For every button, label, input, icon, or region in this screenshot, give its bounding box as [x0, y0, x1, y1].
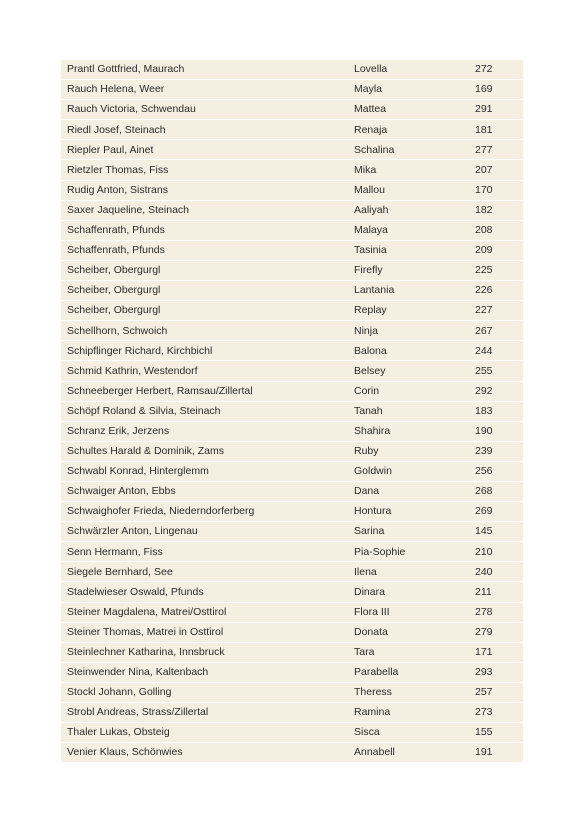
catalog-number-cell: 273 — [475, 706, 493, 719]
owner-cell: Steiner Magdalena, Matrei/Osttirol — [67, 606, 227, 618]
table-row — [61, 723, 523, 742]
owner-cell: Schwaighofer Frieda, Niederndorferberg — [67, 506, 255, 517]
animal-name-cell: Aaliyah — [354, 204, 389, 216]
table-row — [61, 100, 523, 119]
owner-cell: Stockl Johann, Golling — [67, 687, 172, 698]
catalog-number-cell: 255 — [475, 364, 493, 377]
owner-cell: Scheiber, Obergurgl — [67, 285, 161, 296]
catalog-number-cell: 278 — [475, 605, 493, 618]
animal-name-cell: Ilena — [354, 566, 377, 578]
catalog-number-cell: 244 — [475, 344, 493, 357]
owner-cell: Schwaiger Anton, Ebbs — [67, 486, 176, 497]
animal-name-cell: Parabella — [354, 667, 399, 678]
table-row — [61, 522, 523, 541]
owner-cell: Schultes Harald & Dominik, Zams — [67, 446, 224, 457]
catalog-number-cell: 240 — [475, 565, 493, 578]
table-row — [61, 241, 523, 260]
owner-cell: Riedl Josef, Steinach — [67, 124, 166, 136]
owner-cell: Schmid Kathrin, Westendorf — [67, 365, 198, 377]
table-row — [61, 542, 523, 561]
table-row — [61, 582, 523, 601]
owner-cell: Siegele Bernhard, See — [67, 566, 173, 578]
table-row — [61, 120, 523, 139]
catalog-number-cell: 269 — [475, 505, 493, 518]
table-row — [61, 643, 523, 662]
catalog-number-cell: 190 — [475, 424, 493, 437]
table-row — [61, 160, 523, 179]
owner-cell: Thaler Lukas, Obsteig — [67, 727, 170, 738]
owner-cell: Venier Klaus, Schönwies — [67, 747, 183, 758]
owner-cell: Schneeberger Herbert, Ramsau/Zillertal — [67, 385, 253, 397]
catalog-number-cell: 268 — [475, 485, 493, 498]
table-row — [61, 623, 523, 642]
animal-name-cell: Mallou — [354, 184, 385, 196]
animal-name-cell: Dana — [354, 486, 380, 497]
animal-name-cell: Belsey — [354, 365, 386, 377]
table-row — [61, 562, 523, 581]
table-row — [61, 341, 523, 360]
animal-name-cell: Replay — [354, 305, 387, 316]
catalog-number-cell: 293 — [475, 666, 493, 679]
animal-name-cell: Mattea — [354, 104, 387, 115]
table-row — [61, 703, 523, 722]
animal-name-cell: Tanah — [354, 405, 383, 417]
table-row — [61, 221, 523, 240]
owner-cell: Schwabl Konrad, Hinterglemm — [67, 466, 209, 477]
catalog-number-cell: 267 — [475, 324, 493, 337]
owner-cell: Riepler Paul, Ainet — [67, 144, 154, 156]
animal-name-cell: Hontura — [354, 506, 392, 517]
animal-name-cell: Flora III — [354, 606, 390, 618]
catalog-number-cell: 207 — [475, 163, 493, 176]
animal-name-cell: Mayla — [354, 84, 383, 95]
owner-cell: Scheiber, Obergurgl — [67, 265, 161, 276]
catalog-number-cell: 171 — [475, 646, 493, 659]
table-row — [61, 281, 523, 300]
catalog-number-cell: 182 — [475, 203, 493, 216]
animal-name-cell: Lantania — [354, 285, 395, 296]
catalog-number-cell: 170 — [475, 183, 493, 196]
table-row — [61, 321, 523, 340]
registry-table — [61, 60, 523, 762]
catalog-number-cell: 210 — [475, 545, 493, 558]
animal-name-cell: Ninja — [354, 325, 378, 337]
animal-name-cell: Ramina — [354, 707, 391, 718]
catalog-number-cell: 257 — [475, 686, 493, 699]
table-row — [61, 502, 523, 521]
owner-cell: Schipflinger Richard, Kirchbichl — [67, 345, 213, 357]
animal-name-cell: Schalina — [354, 144, 395, 156]
table-row — [61, 60, 523, 79]
animal-name-cell: Malaya — [354, 225, 388, 236]
animal-name-cell: Shahira — [354, 425, 391, 437]
catalog-number-cell: 183 — [475, 404, 493, 417]
catalog-number-cell: 145 — [475, 525, 493, 538]
animal-name-cell: Lovella — [354, 64, 388, 75]
table-row — [61, 603, 523, 622]
table-row — [61, 301, 523, 320]
owner-cell: Schaffenrath, Pfunds — [67, 245, 165, 256]
table-row — [61, 462, 523, 481]
animal-name-cell: Mika — [354, 164, 377, 176]
animal-name-cell: Dinara — [354, 586, 385, 598]
animal-name-cell: Firefly — [354, 265, 383, 276]
table-row — [61, 140, 523, 159]
table-row — [61, 181, 523, 200]
animal-name-cell: Pia-Sophie — [354, 546, 406, 558]
animal-name-cell: Ruby — [354, 446, 379, 457]
owner-cell: Schellhorn, Schwoich — [67, 325, 168, 337]
catalog-number-cell: 277 — [475, 143, 493, 156]
table-row — [61, 683, 523, 702]
catalog-number-cell: 169 — [475, 83, 493, 96]
owner-cell: Steiner Thomas, Matrei in Osttirol — [67, 626, 224, 638]
owner-cell: Rudig Anton, Sistrans — [67, 184, 168, 196]
animal-name-cell: Sisca — [354, 727, 380, 738]
catalog-number-cell: 191 — [475, 746, 493, 759]
owner-cell: Saxer Jaqueline, Steinach — [67, 204, 189, 216]
table-row — [61, 422, 523, 441]
owner-cell: Rietzler Thomas, Fiss — [67, 164, 169, 176]
animal-name-cell: Donata — [354, 626, 388, 638]
catalog-number-cell: 239 — [475, 445, 493, 458]
owner-cell: Stadelwieser Oswald, Pfunds — [67, 586, 204, 598]
owner-cell: Strobl Andreas, Strass/Zillertal — [67, 707, 209, 718]
catalog-number-cell: 209 — [475, 244, 493, 257]
catalog-number-cell: 211 — [475, 585, 492, 598]
owner-cell: Schwärzler Anton, Lingenau — [67, 526, 198, 537]
catalog-number-cell: 181 — [475, 123, 493, 136]
catalog-number-cell: 279 — [475, 625, 493, 638]
catalog-number-cell: 272 — [475, 63, 493, 76]
catalog-number-cell: 155 — [475, 726, 493, 739]
catalog-number-cell: 227 — [475, 304, 493, 317]
animal-name-cell: Tara — [354, 647, 375, 658]
catalog-number-cell: 226 — [475, 284, 493, 297]
table-row — [61, 482, 523, 501]
table-row — [61, 261, 523, 280]
owner-cell: Schaffenrath, Pfunds — [67, 225, 165, 236]
owner-cell: Rauch Helena, Weer — [67, 84, 165, 95]
catalog-number-cell: 256 — [475, 465, 493, 478]
owner-cell: Prantl Gottfried, Maurach — [67, 64, 185, 75]
catalog-number-cell: 225 — [475, 264, 493, 277]
catalog-number-cell: 291 — [475, 103, 493, 116]
animal-name-cell: Balona — [354, 345, 387, 357]
animal-name-cell: Renaja — [354, 124, 388, 136]
animal-name-cell: Goldwin — [354, 466, 392, 477]
table-row — [61, 201, 523, 220]
catalog-number-cell: 208 — [475, 224, 493, 237]
owner-cell: Schöpf Roland & Silvia, Steinach — [67, 405, 221, 417]
table-row — [61, 442, 523, 461]
table-row — [61, 361, 523, 380]
owner-cell: Rauch Victoria, Schwendau — [67, 104, 196, 115]
animal-name-cell: Tasinia — [354, 245, 387, 256]
owner-cell: Senn Hermann, Fiss — [67, 546, 163, 558]
catalog-number-cell: 292 — [475, 384, 493, 397]
owner-cell: Scheiber, Obergurgl — [67, 305, 161, 316]
table-row — [61, 663, 523, 682]
owner-cell: Schranz Erik, Jerzens — [67, 425, 170, 437]
animal-name-cell: Theress — [354, 687, 392, 698]
table-row — [61, 402, 523, 421]
owner-cell: Steinlechner Katharina, Innsbruck — [67, 647, 225, 658]
table-row — [61, 382, 523, 401]
table-row — [61, 80, 523, 99]
animal-name-cell: Annabell — [354, 747, 395, 758]
animal-name-cell: Corin — [354, 385, 380, 397]
animal-name-cell: Sarina — [354, 526, 385, 537]
table-row — [61, 743, 523, 762]
owner-cell: Steinwender Nina, Kaltenbach — [67, 667, 209, 678]
